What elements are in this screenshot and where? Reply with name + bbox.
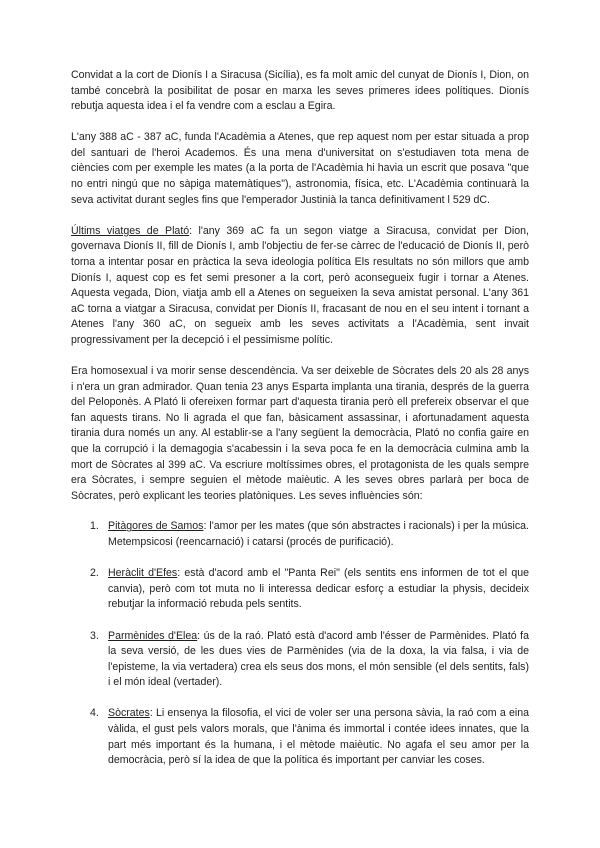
paragraph-siracusa: Convidat a la cort de Dionís I a Siracusa (Sicília), es fa molt amic del cunyat de Dionís I, Dion, on també concebrà la posibilitat de posar en marxa les seves primeres idees polítiques. Dionís rebutja aquesta idea i el fa vendre com a esclau a Egira. xyxy=(71,69,529,113)
paragraph-academia: L'any 388 aC - 387 aC, funda l'Acadèmia a Atenes, que rep aquest nom per estar situada a prop del santuari de l'heroi Academos. És una mena d'universitat on s'estudiaven tota mena de ciències com per exemple les mates (a la porta de l'Acadèmia hi havia un escrit que posava "que no entri ningú que no sàpiga matemàtiques"), astronomia, física, etc. L'Acadèmia continuarà la seva activitat durant segles fins que l'emperador Justinià la tanca definitivament l 529 dC. xyxy=(71,131,529,206)
list-number: 2. xyxy=(90,567,99,580)
list-item-title: Sòcrates xyxy=(108,707,150,720)
list-item xyxy=(71,629,529,691)
paragraph-biografia: Era homosexual i va morir sense descendència. Va ser deixeble de Sòcrates dels 20 als 28 anys i n'era un gran admirador. Quan tenia 23 anys Esparta implanta una tirania, després de la guerra del Peloponès. A Plató li ofereixen formar part d'aquesta tirania però ell prefereix observar el que fan aquests tirans. No li agrada el que fan, bàsicament assassinar, i afortunadament aquesta tirania dura només un any. Al establir-se a l'any següent la democràcia, Plató no confia gaire en que la corrupció i la demagogia s'acabessin i la seva poca fe en la democràcia culmina amb la mort de Sòcrates al 399 aC. Va escriure moltíssimes obres, el protagonista de les quals sempre era Sòcrates, i sempre seguien el mètode maièutic. A les seves obres parlarà per boca de Sòcrates, però explicant les teories platòniques. Les seves influències són: xyxy=(71,365,529,502)
list-item xyxy=(71,706,529,768)
list-item-title: Heràclit d'Efes xyxy=(108,567,178,580)
influences-list xyxy=(71,519,529,769)
list-item xyxy=(71,566,529,613)
paragraph-ultims-viatges: Últims viatges de Plató: l'any 369 aC fa un segon viatge a Siracusa, convidat per Dion, governava Dionís II, fill de Dionís I, amb l'objectiu de fer-se càrrec de l'educació de Dionís II, però torna a intentar posar en pràctica la seva ideologia política Els resultats no són millors que amb Dionís I, aquest cop es fet semi presoner a la cort, però aconsegueix fugir i tornar a Atenes. Aquesta vegada, Dion, viatja amb ell a Atenes on segueixen la seva amistat personal. L'any 361 aC torna a viatgar a Siracusa, convidat per Dionís II, fracasant de nou en el seu intent i tornant a Atenes l'any 360 aC, on segueix amb les seves activitats a l'Acadèmia, sent invait progressivament per la decepció i el pessimisme polític. xyxy=(71,224,530,346)
list-item-text: : l'amor per les mates (que són abstractes i racionals) i per la música. Metempsicosi (reencarnació) i catarsi (procés de purificació). xyxy=(108,520,529,548)
list-number: 4. xyxy=(90,707,99,720)
section-heading: Últims viatges de Plató xyxy=(71,224,190,237)
paragraph-ultims-viatges-text: l'any 369 aC fa un segon viatge a Siracusa, convidat per Dion, governava Dionís II, fill de Dionís I, amb l'objectiu de fer-se càrrec de l'educació de Dionís II, però torna a intentar posar en pràctica la seva ideologia política Els resultats no són millors que amb Dionís I, aquest cop es fet semi presoner a la cort, però aconsegueix fugir i tornar a Atenes. Aquesta vegada, Dion, viatja amb ell a Atenes on segueixen la seva amistat personal. L'any 361 aC torna a viatgar a Siracusa, convidat per Dionís II, fracasant de nou en el seu intent i tornant a Atenes l'any 360 aC, on segueix amb les seves activitats a l'Acadèmia, sent invait progressivament per la decepció i el pessimisme polític. xyxy=(71,224,530,346)
list-item-title: Pitàgores de Samos xyxy=(108,520,204,533)
list-number: 3. xyxy=(90,629,99,642)
list-item-text: : ús de la raó. Plató està d'acord amb l'ésser de Parmènides. Plató fa la seva versió, de les dues vies de Parmènides (via de la doxa, la via falsa, i via de l'episteme, la via vertadera) crea els seus dos mons, el món sensible (el dels sentits, fals) i el món ideal (vertader). xyxy=(108,629,530,689)
list-item-text: : Li ensenya la filosofia, el vici de voler ser una persona sàvia, la raó com a eina vàlida, el gust pels valors morals, que l'ànima és immortal i contée idees innates, que la part més important és la humana, i el mètode maièutic. No agafa el seu amor per la democràcia, però sí la idea de que la política és important per canviar les coses. xyxy=(108,707,529,767)
list-item-title: Parmènides d'Elea xyxy=(108,629,198,642)
list-number: 1. xyxy=(90,520,99,533)
list-item xyxy=(71,519,529,550)
list-item-text: : està d'acord amb el "Panta Rei" (els sentits ens informen de tot el que canvia), però com tot muta no li interessa dedicar esforç a estudiar la physis, decideix rebutjar la informació rebuda pels sentits. xyxy=(108,567,529,611)
